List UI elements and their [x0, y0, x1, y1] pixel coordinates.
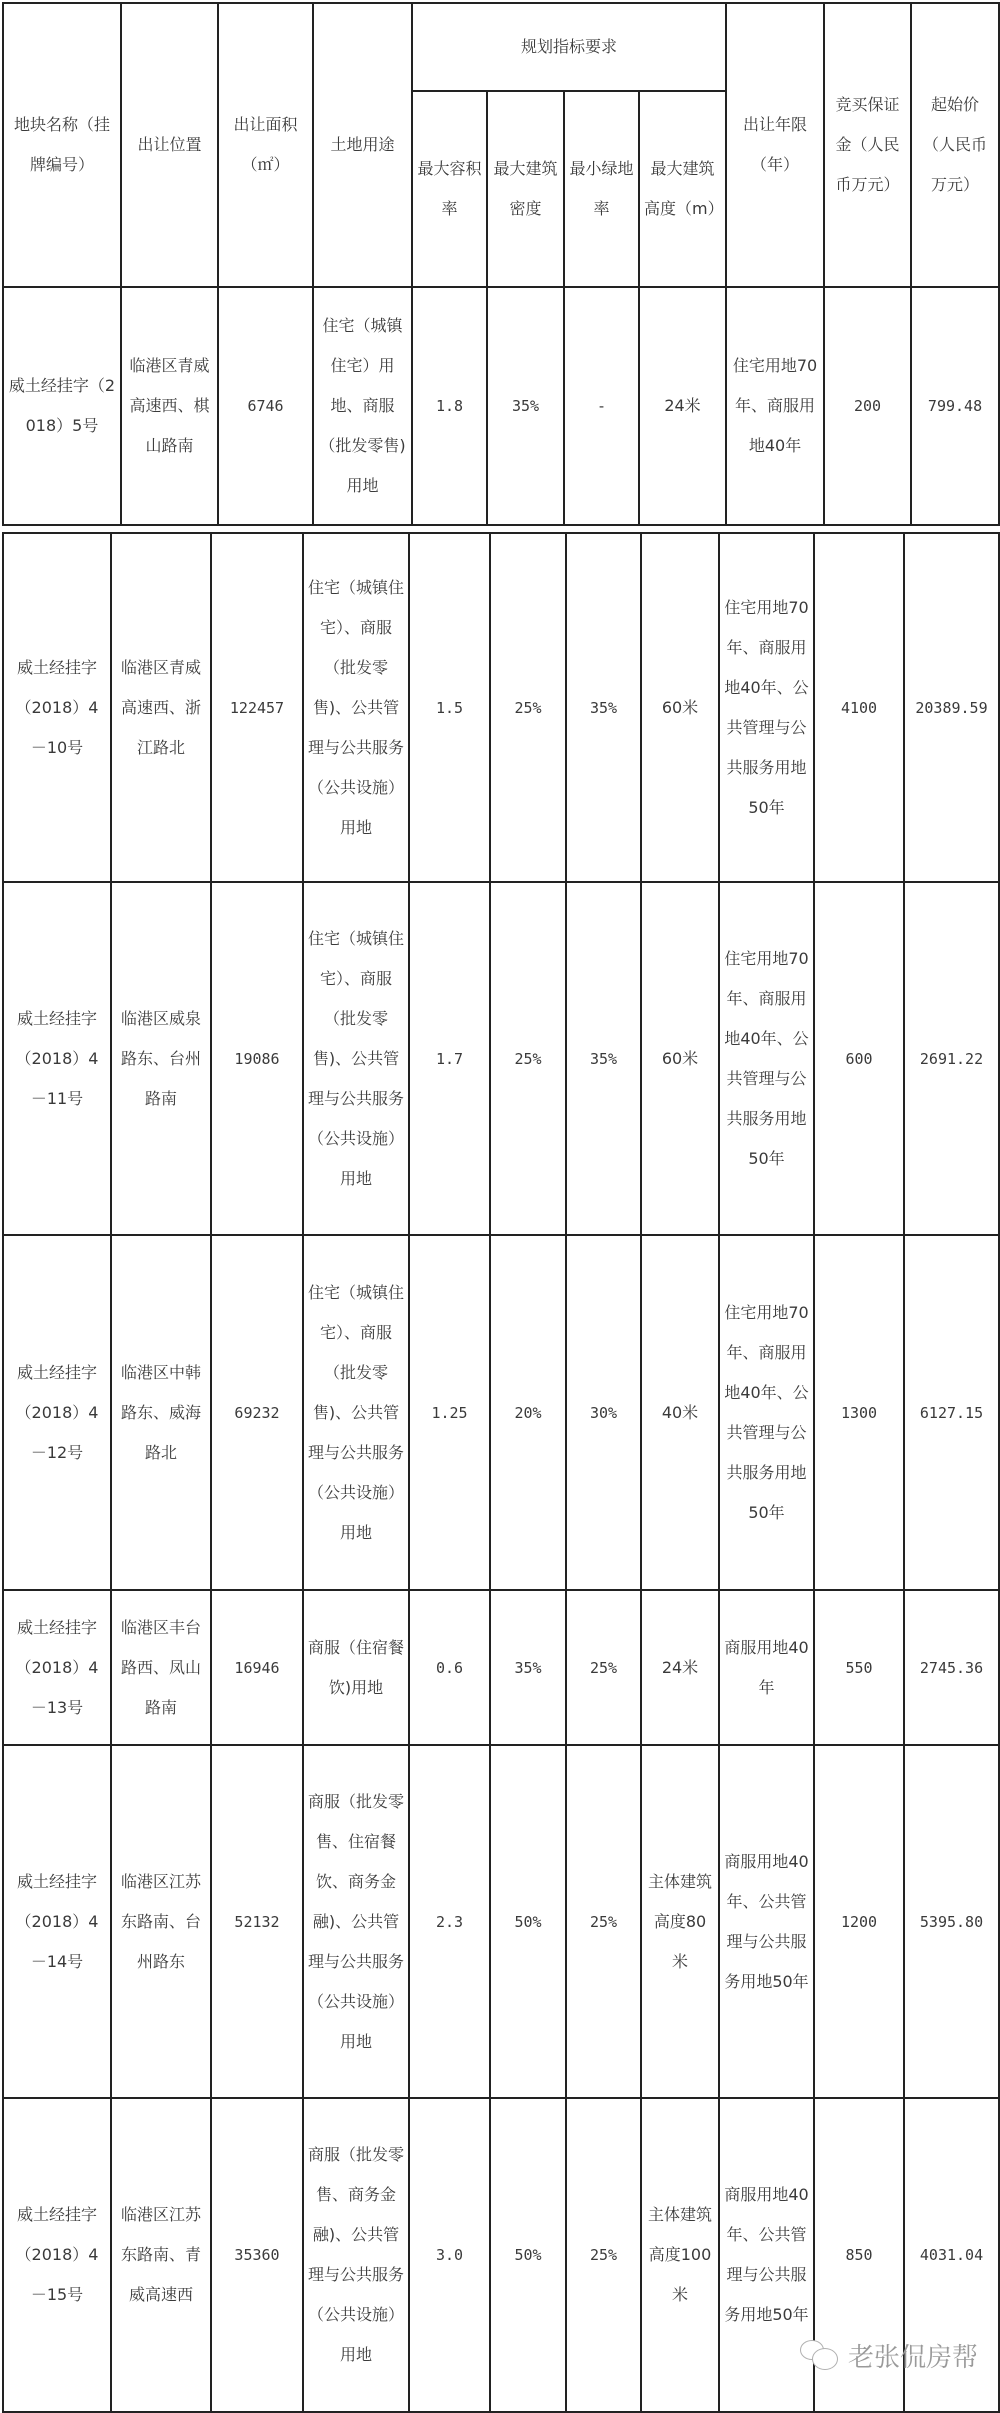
- cell-deposit: 200: [824, 287, 911, 525]
- table-row: [3, 1235, 999, 1590]
- header-max-far: 最大容积率: [412, 91, 487, 287]
- cell-max-density: 35%: [490, 1590, 566, 1745]
- header-location: 出让位置: [121, 3, 218, 287]
- cell-land-use: 住宅（城镇住宅）、商服（批发零售)、公共管理与公共服务（公共设施）用地: [303, 1235, 409, 1590]
- cell-deposit: 850: [814, 2098, 904, 2412]
- cell-location: 临港区威泉路东、台州路南: [111, 882, 211, 1235]
- header-row-1: [3, 3, 999, 91]
- cell-land-use: 商服（批发零售、住宿餐饮、商务金融)、公共管理与公共服务（公共设施）用地: [303, 1745, 409, 2098]
- cell-start-price: 20389.59: [904, 533, 999, 882]
- wechat-icon: [800, 2340, 840, 2372]
- table-row: [3, 1590, 999, 1745]
- header-term: 出让年限（年）: [726, 3, 824, 287]
- cell-min-green: -: [564, 287, 639, 525]
- cell-area: 35360: [211, 2098, 303, 2412]
- watermark-text: 老张侃房帮: [848, 2343, 979, 2373]
- cell-max-far: 1.7: [409, 882, 490, 1235]
- cell-max-far: 3.0: [409, 2098, 490, 2412]
- cell-max-height: 主体建筑高度100米: [641, 2098, 719, 2412]
- cell-land-use: 住宅（城镇住宅）、商服（批发零售)、公共管理与公共服务（公共设施）用地: [303, 882, 409, 1235]
- header-planning-requirements: 规划指标要求: [412, 3, 726, 91]
- cell-land-use: 住宅（城镇住宅）用地、商服（批发零售)用地: [313, 287, 412, 525]
- cell-start-price: 799.48: [911, 287, 999, 525]
- header-area: 出让面积（㎡）: [218, 3, 313, 287]
- cell-location: 临港区青威高速西、棋山路南: [121, 287, 218, 525]
- cell-max-height: 24米: [639, 287, 726, 525]
- cell-area: 69232: [211, 1235, 303, 1590]
- land-auction-table-bottom: [2, 532, 1000, 2413]
- cell-min-green: 35%: [566, 882, 641, 1235]
- cell-max-density: 35%: [487, 287, 564, 525]
- cell-location: 临港区江苏东路南、青威高速西: [111, 2098, 211, 2412]
- cell-area: 122457: [211, 533, 303, 882]
- cell-deposit: 600: [814, 882, 904, 1235]
- header-start-price: 起始价（人民币万元）: [911, 3, 999, 287]
- header-parcel-name: 地块名称（挂牌编号）: [3, 3, 121, 287]
- table-row: [3, 882, 999, 1235]
- cell-max-density: 50%: [490, 1745, 566, 2098]
- cell-max-density: 25%: [490, 533, 566, 882]
- cell-max-density: 25%: [490, 882, 566, 1235]
- cell-parcel-name: 威土经挂字（2018）5号: [3, 287, 121, 525]
- cell-area: 52132: [211, 1745, 303, 2098]
- cell-start-price: 2691.22: [904, 882, 999, 1235]
- cell-location: 临港区丰台路西、凤山路南: [111, 1590, 211, 1745]
- cell-parcel-name: 威土经挂字（2018）4－13号: [3, 1590, 111, 1745]
- cell-parcel-name: 威土经挂字（2018）4－14号: [3, 1745, 111, 2098]
- table-row: [3, 533, 999, 882]
- cell-land-use: 住宅（城镇住宅）、商服（批发零售)、公共管理与公共服务（公共设施）用地: [303, 533, 409, 882]
- cell-term: 住宅用地70年、商服用地40年、公共管理与公共服务用地50年: [719, 882, 814, 1235]
- cell-land-use: 商服（批发零售、商务金融)、公共管理与公共服务（公共设施）用地: [303, 2098, 409, 2412]
- cell-max-density: 50%: [490, 2098, 566, 2412]
- cell-deposit: 1200: [814, 1745, 904, 2098]
- cell-term: 住宅用地70年、商服用地40年: [726, 287, 824, 525]
- header-min-green: 最小绿地率: [564, 91, 639, 287]
- cell-min-green: 35%: [566, 533, 641, 882]
- cell-max-far: 1.5: [409, 533, 490, 882]
- cell-term: 住宅用地70年、商服用地40年、公共管理与公共服务用地50年: [719, 533, 814, 882]
- cell-deposit: 550: [814, 1590, 904, 1745]
- cell-parcel-name: 威土经挂字（2018）4－15号: [3, 2098, 111, 2412]
- cell-deposit: 1300: [814, 1235, 904, 1590]
- header-max-density: 最大建筑密度: [487, 91, 564, 287]
- cell-max-far: 0.6: [409, 1590, 490, 1745]
- cell-max-far: 2.3: [409, 1745, 490, 2098]
- cell-max-height: 60米: [641, 882, 719, 1235]
- cell-max-density: 20%: [490, 1235, 566, 1590]
- cell-start-price: 4031.04: [904, 2098, 999, 2412]
- cell-min-green: 25%: [566, 1590, 641, 1745]
- cell-location: 临港区青威高速西、浙江路北: [111, 533, 211, 882]
- cell-max-height: 60米: [641, 533, 719, 882]
- land-auction-table-top: [2, 2, 1000, 526]
- cell-deposit: 4100: [814, 533, 904, 882]
- cell-term: 商服用地40年: [719, 1590, 814, 1745]
- cell-parcel-name: 威土经挂字（2018）4－12号: [3, 1235, 111, 1590]
- cell-max-far: 1.25: [409, 1235, 490, 1590]
- table-row: [3, 1745, 999, 2098]
- cell-min-green: 25%: [566, 1745, 641, 2098]
- cell-min-green: 30%: [566, 1235, 641, 1590]
- table-row: [3, 287, 999, 525]
- cell-term: 商服用地40年、公共管理与公共服务用地50年: [719, 1745, 814, 2098]
- cell-land-use: 商服（住宿餐饮)用地: [303, 1590, 409, 1745]
- cell-max-height: 主体建筑高度80米: [641, 1745, 719, 2098]
- cell-area: 19086: [211, 882, 303, 1235]
- watermark: [800, 2337, 978, 2374]
- cell-location: 临港区江苏东路南、台州路东: [111, 1745, 211, 2098]
- cell-area: 6746: [218, 287, 313, 525]
- cell-term: 商服用地40年、公共管理与公共服务用地50年: [719, 2098, 814, 2412]
- cell-start-price: 5395.80: [904, 1745, 999, 2098]
- cell-location: 临港区中韩路东、威海路北: [111, 1235, 211, 1590]
- cell-max-far: 1.8: [412, 287, 487, 525]
- cell-start-price: 6127.15: [904, 1235, 999, 1590]
- cell-max-height: 40米: [641, 1235, 719, 1590]
- cell-start-price: 2745.36: [904, 1590, 999, 1745]
- cell-parcel-name: 威土经挂字（2018）4－11号: [3, 882, 111, 1235]
- cell-term: 住宅用地70年、商服用地40年、公共管理与公共服务用地50年: [719, 1235, 814, 1590]
- header-deposit: 竞买保证金（人民币万元）: [824, 3, 911, 287]
- cell-area: 16946: [211, 1590, 303, 1745]
- cell-max-height: 24米: [641, 1590, 719, 1745]
- cell-parcel-name: 威土经挂字（2018）4－10号: [3, 533, 111, 882]
- cell-min-green: 25%: [566, 2098, 641, 2412]
- header-land-use: 土地用途: [313, 3, 412, 287]
- header-max-height: 最大建筑高度（m）: [639, 91, 726, 287]
